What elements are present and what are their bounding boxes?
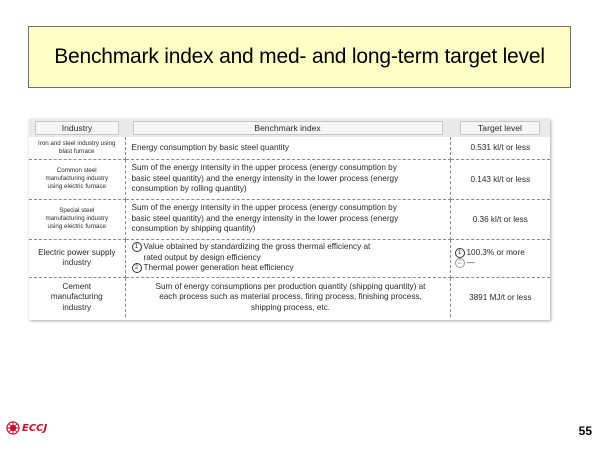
industry-cell: Cement manufacturing industry: [29, 277, 125, 317]
industry-cell: Special steel manufacturing industry using electric furnace: [29, 199, 125, 239]
target-cell: 3891 MJ/t or less: [469, 292, 532, 302]
industry-cell: Electric power supply industry: [29, 239, 125, 277]
table-row: [29, 239, 550, 277]
circled-number-1: 1: [132, 242, 142, 252]
target-cell: 0.143 kl/t or less: [450, 159, 550, 199]
header-industry: Industry: [35, 121, 119, 135]
eccj-emblem-icon: [6, 421, 20, 435]
table-header-row: [29, 119, 550, 137]
page-number: 55: [578, 424, 592, 438]
table-row: [29, 277, 550, 317]
target-cell: 0.531 kl/t or less: [450, 137, 550, 159]
industry-cell: Iron and steel industry using blast furnace: [29, 137, 125, 159]
circled-number-2: 2: [455, 258, 465, 268]
logo-text: ECCJ: [22, 422, 48, 434]
title-box: [28, 26, 571, 88]
benchmark-cell: Sum of the energy intensity in the upper process (energy consumption by basic steel quantity) and the energy intensity in the lower process (energy consumption by shipping quantity): [125, 199, 450, 239]
slide-title: Benchmark index and med- and long-term target level: [54, 45, 545, 68]
benchmark-cell: Energy consumption by basic steel quantity: [125, 137, 450, 159]
table-row: [29, 159, 550, 199]
target-cell: 1 100.3% or more 2 —: [450, 239, 550, 277]
table-row: [29, 137, 550, 159]
eccj-logo: [6, 421, 47, 435]
benchmark-cell: Sum of the energy intensity in the upper process (energy consumption by basic steel quantity) and the energy intensity in the lower process (energy consumption by rolling quantity): [125, 159, 450, 199]
header-benchmark-index: Benchmark index: [133, 121, 443, 135]
benchmark-cell: Sum of energy consumptions per production quantity (shipping quantity) at each process such as material process, firing process, finishing process, shipping process, etc.: [125, 277, 450, 317]
benchmark-cell: 1 Value obtained by standardizing the gross thermal efficiency at rated output by design efficiency 2 Thermal power generation heat efficiency: [125, 239, 450, 277]
circled-number-2: 2: [132, 263, 142, 273]
target-cell: 0.36 kl/t or less: [450, 199, 550, 239]
table-row: [29, 199, 550, 239]
header-target-level: Target level: [460, 121, 540, 135]
industry-cell: Common steel manufacturing industry using electric furnace: [29, 159, 125, 199]
circled-number-1: 1: [455, 248, 465, 258]
benchmark-table: [29, 119, 550, 320]
